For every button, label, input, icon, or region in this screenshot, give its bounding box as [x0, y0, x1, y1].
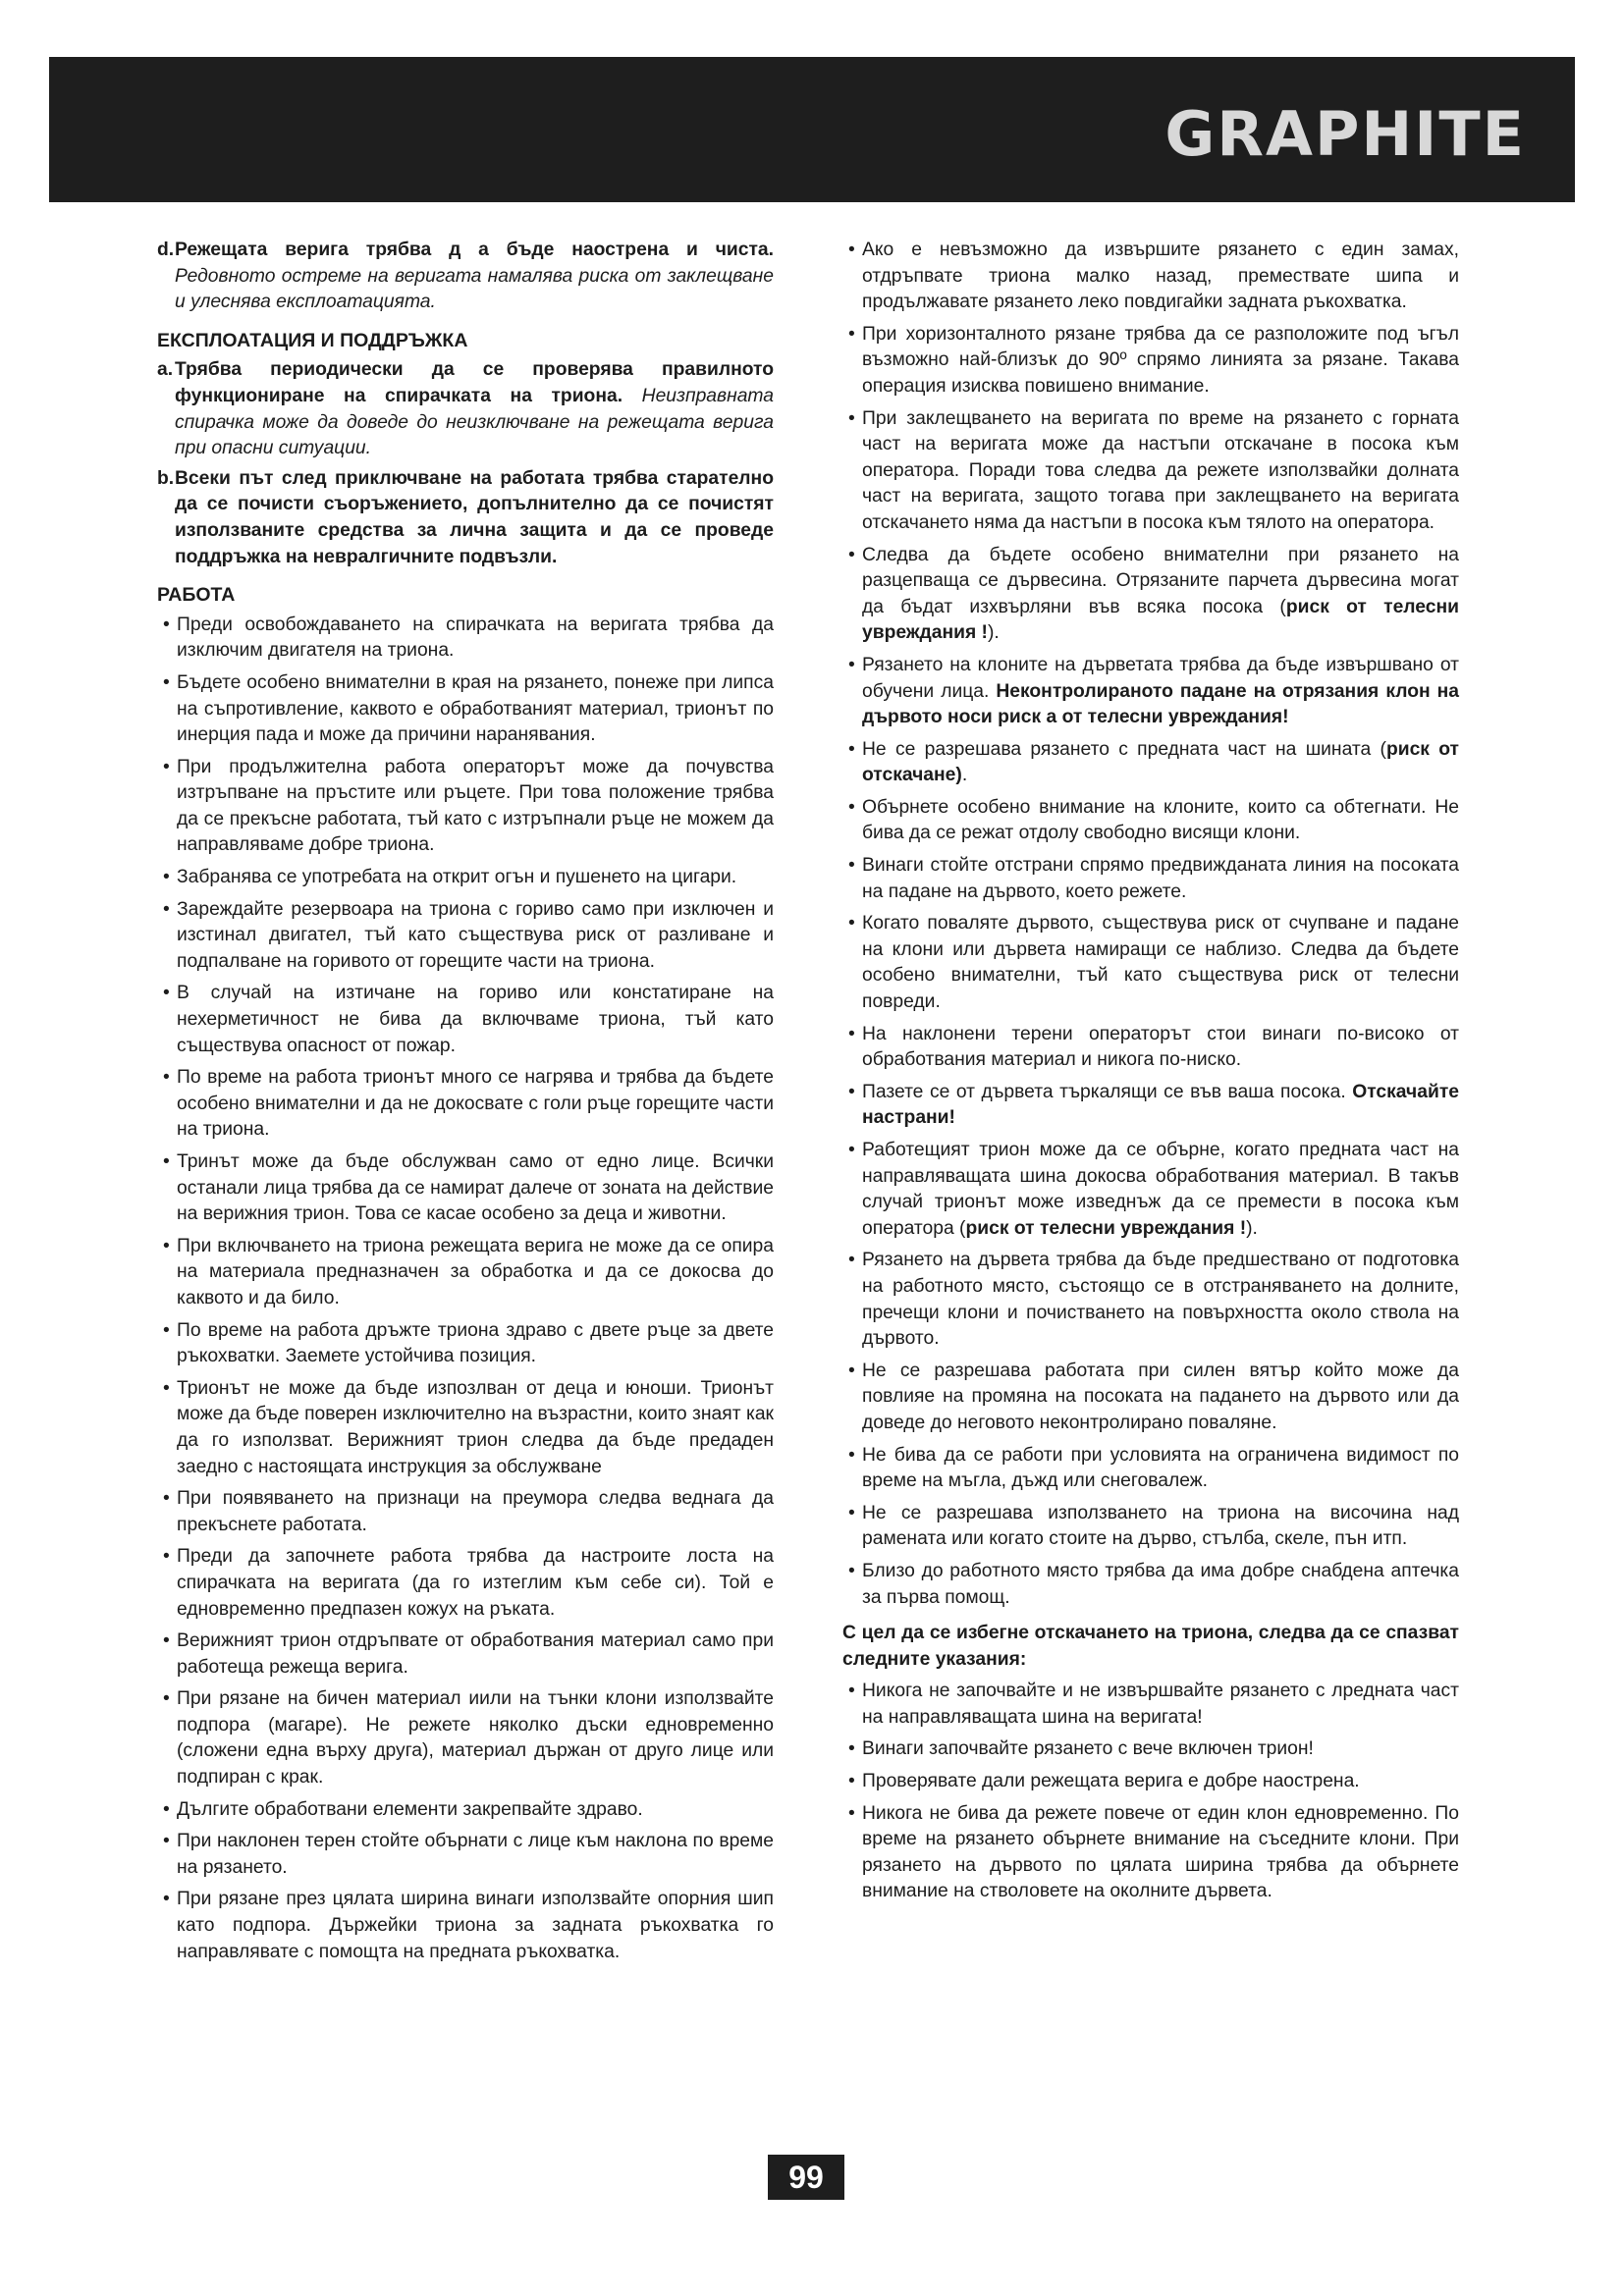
bullet-dot: •: [848, 1023, 855, 1044]
right-column: [842, 238, 1459, 1911]
bullet-dot: •: [163, 1377, 170, 1399]
bullet-dot: •: [163, 1151, 170, 1172]
bullet-dot: •: [848, 323, 855, 345]
bullet-dot: •: [848, 1802, 855, 1824]
safety-bullet: • При заклещването на веригата по време на рязането с горната част на веригата може да настъпи отскачане в посока към оператора. Поради това следва да режете използвайки долната част на веригата, защото тогава при заклещването на веригата отскачането няма да настъпи в посока към тялото на оператора.: [842, 406, 1459, 537]
list-item-d: [157, 238, 774, 316]
work-bullet: • Зареждайте резервоара на триона с гориво само при изключен и изстинал двигател, тъй като съществува риск от разливане и подпалване на горивото от горещите части на триона.: [157, 897, 774, 976]
work-bullet: • При рязане на бичен материал иили на тънки клони използвайте подпора (магаре). Не режете няколко дъски едновременно (сложени една върху друга), материал държан от друго лице или подпиран с крак.: [157, 1686, 774, 1790]
safety-bullet: • Пазете се от дървета търкалящи се във ваша посока. Отскачайте настрани!: [842, 1080, 1459, 1132]
bullet-dot: •: [163, 671, 170, 693]
bullet-dot: •: [163, 898, 170, 920]
list-item-a: [157, 357, 774, 461]
safety-bullet: • Следва да бъдете особено внимателни при рязането на разцепваща се дървесина. Отрязаните парчета дървесина могат да бъдат изхвърляни във всяка посока (риск от телесни увреждания !).: [842, 543, 1459, 647]
bullet-dot: •: [163, 983, 170, 1004]
item-b-bold: Всеки път след приключване на работата трябва старателно да се почисти съоръжението, допълнително да се почистят използваните средства за лична защита и да се проведе поддръжка на невралгичните подвъзли.: [175, 467, 774, 567]
bullet-dot: •: [163, 1546, 170, 1568]
bullet-dot: •: [848, 240, 855, 260]
work-bullet: • Трионът не може да бъде изпозлван от деца и юноши. Трионът може да бъде поверен изключително на възрастни, които знаят как да го използват. Верижният трион следва да бъде предаден заедно с настоящата инструкция за обслужване: [157, 1376, 774, 1480]
bullet-dot: •: [163, 867, 170, 888]
kickback-bullet: • Проверявате дали режещата верига е добре наострена.: [842, 1769, 1459, 1795]
bullet-dot: •: [163, 614, 170, 635]
safety-bullet: • Ако е невъзможно да извършите рязането с един замах, отдръпвате триона малко назад, премествате шипа и продължавате рязането леко повдигайки задната ръкохватка.: [842, 238, 1459, 316]
work-bullet: • Тринът може да бъде обслужван само от едно лице. Всички останали лица трябва да се намират далече от зоната на действие на верижния трион. Това се касае особено за деца и животни.: [157, 1149, 774, 1228]
bullet-dot: •: [848, 1444, 855, 1466]
bullet-dot: •: [163, 1067, 170, 1089]
safety-bullet: • Когато поваляте дървото, съществува риск от счупване и падане на клони или дървета намиращи се наблизо. Следва да бъдете особено внимателни, тъй като съществува риск от телесни повреди.: [842, 911, 1459, 1015]
bullet-dot: •: [848, 913, 855, 934]
work-bullet: • При появяването на признаци на преумора следва веднага да прекъснете работата.: [157, 1486, 774, 1538]
work-bullet: • Дългите обработвани елементи закрепвайте здраво.: [157, 1797, 774, 1824]
safety-bullet: • Рязането на клоните на дърветата трябва да бъде извършвано от обучени лица. Неконтролираното падане на отрязания клон на дървото носи риск а от телесни увреждания!: [842, 653, 1459, 731]
kickback-bullet: • Винаги започвайте рязането с вече включен трион!: [842, 1736, 1459, 1763]
bullet-dot: •: [163, 1798, 170, 1820]
list-marker: a.: [157, 359, 174, 381]
safety-bullet: • Не се разрешава работата при силен вятър който може да повлияе на промяна на посоката на падането на дървото или да доведе до неговото неконтролирано поваляне.: [842, 1359, 1459, 1437]
heading-work: РАБОТА: [157, 584, 236, 607]
bullet-dot: •: [848, 1738, 855, 1760]
bullet-dot: •: [163, 1488, 170, 1510]
kickback-bullet: • Никога не бива да режете повече от един клон едновременно. По време на рязането обърнете внимание на съседните клони. При рязането на дървото по цялата ширина трябва да обърнете внимание на стволовете на околните дървета.: [842, 1801, 1459, 1905]
safety-bullet: • Винаги стойте отстрани спрямо предвижданата линия на посоката на падане на дървото, което режете.: [842, 853, 1459, 905]
bullet-dot: •: [848, 796, 855, 818]
bullet-dot: •: [848, 1140, 855, 1160]
header-bar: [49, 57, 1575, 202]
list-marker: d.: [157, 240, 175, 260]
bullet-dot: •: [163, 1889, 170, 1910]
work-bullet: • Бъдете особено внимателни в края на рязането, понеже при липса на съпротивление, каквото е обработваният материал, трионът по инерция пада и може да причини наранявания.: [157, 670, 774, 749]
safety-bullet: • Близо до работното място трябва да има добре снабдена аптечка за първа помощ.: [842, 1559, 1459, 1611]
bullet-dot: •: [163, 756, 170, 777]
heading-maintenance: ЕКСПЛОАТАЦИЯ И ПОДДРЪЖКА: [157, 329, 468, 351]
item-a-italic: Неизправната спирачка може да доведе до неизключване на режещата верига при опасни ситуации.: [175, 385, 774, 459]
bullet-dot: •: [848, 654, 855, 675]
item-d-italic: Редовното остреме на веригата намалява риска от заклещване и улеснява експлоатацията.: [175, 265, 774, 313]
work-bullet: • Верижният трион отдръпвате от обработвания материал само при работеща режеща верига.: [157, 1629, 774, 1681]
bullet-dot: •: [848, 1681, 855, 1702]
bullet-dot: •: [848, 1771, 855, 1792]
list-marker: b.: [157, 467, 175, 489]
brand-logo: GRAPHITE: [1164, 98, 1526, 170]
work-bullet: • При наклонен терен стойте обърнати с лице към наклона по време на рязането.: [157, 1829, 774, 1881]
left-column: [157, 238, 774, 1971]
item-a-bold: Трябва периодически да се проверява правилното функциониране на спирачката на триона.: [175, 359, 774, 406]
work-bullet: • При рязане през цялата ширина винаги използвайте опорния шип като подпора. Държейки триона за задната ръкохватка го направлявате с помощта на предната ръкохватка.: [157, 1887, 774, 1965]
work-bullet: • По време на работа дръжте триона здраво с двете ръце за двете ръкохватки. Заемете устойчива позиция.: [157, 1318, 774, 1370]
item-d-bold: Режещата верига трябва д а бъде наострена и чиста.: [175, 240, 774, 260]
bullet-dot: •: [848, 855, 855, 877]
kickback-bullet: • Никога не започвайте и не извършвайте рязането с лредната част на направляващата шина на веригата!: [842, 1679, 1459, 1731]
bullet-dot: •: [848, 407, 855, 429]
bullet-dot: •: [163, 1319, 170, 1341]
work-bullet: • В случай на изтичане на гориво или констатиране на нехерметичност не бива да включваме триона, тъй като съществува опасност от пожар.: [157, 981, 774, 1059]
bullet-dot: •: [848, 1502, 855, 1523]
work-bullet: • При продължителна работа операторът може да почувства изтръпване на пръстите или ръцете. При това положение трябва да се прекъсне работата, тъй като с изтръпнали ръце не можем да направляваме добре триона.: [157, 755, 774, 859]
bullet-dot: •: [163, 1630, 170, 1652]
page-number: 99: [768, 2155, 844, 2200]
safety-bullet: • Не се разрешава използването на триона на височина над рамената или когато стоите на дърво, стълба, скеле, пън итп.: [842, 1501, 1459, 1553]
work-bullet: • Преди освобождаването на спирачката на веригата трябва да изключим двигателя на триона.: [157, 613, 774, 665]
safety-bullet: • Не бива да се работи при условията на ограничена видимост по време на мъгла, дъжд или снеговалеж.: [842, 1443, 1459, 1495]
safety-bullet: • Обърнете особено внимание на клоните, които са обтегнати. Не бива да се режат отдолу свободно висящи клони.: [842, 795, 1459, 847]
safety-bullet: • Работещият трион може да се обърне, когато предната част на направляващата шина докосва обработвания материал. В такъв случай трионът може изведнъж да се премести в посока към оператора (риск от телесни увреждания !).: [842, 1138, 1459, 1242]
work-bullet: • При включването на триона режещата верига не може да се опира на материала предназначен за обработка и да се докосва до каквото и да било.: [157, 1234, 774, 1312]
safety-bullet: • Рязането на дървета трябва да бъде предшествано от подготовка на работното място, състоящо се в отстраняването на долните, пречещи клони и почистването на повърхността около ствола на дървото.: [842, 1248, 1459, 1352]
work-bullet: • Забранява се употребата на открит огън и пушенето на цигари.: [157, 865, 774, 891]
bullet-dot: •: [163, 1831, 170, 1852]
safety-bullet: • На наклонени терени операторът стои винаги по-високо от обработвания материал и никога по-ниско.: [842, 1022, 1459, 1074]
safety-bullet: • Не се разрешава рязането с предната част на шината (риск от отскачане).: [842, 737, 1459, 789]
kickback-heading: С цел да се избегне отскачането на триона, следва да се спазват следните указания:: [842, 1623, 1459, 1670]
bullet-dot: •: [848, 544, 855, 565]
bullet-dot: •: [163, 1688, 170, 1710]
bullet-dot: •: [848, 1360, 855, 1381]
bullet-dot: •: [848, 1560, 855, 1581]
list-item-b: [157, 466, 774, 570]
bullet-dot: •: [848, 738, 855, 760]
safety-bullet: • При хоризонталното рязане трябва да се разположите под ъгъл възможно най-близък до 90º спрямо линията за рязане. Такава операция изисква повишено внимание.: [842, 322, 1459, 400]
work-bullet: • Преди да започнете работа трябва да настроите лоста на спирачката на веригата (да го изтеглим към себе си). Той е едновременно предпазен кожух на ръката.: [157, 1544, 774, 1623]
bullet-dot: •: [848, 1250, 855, 1271]
work-bullet: • По време на работа трионът много се нагрява и трябва да бъдете особено внимателни и да не докосвате с голи ръце горещите части на триона.: [157, 1065, 774, 1144]
bullet-dot: •: [848, 1081, 855, 1102]
bullet-dot: •: [163, 1235, 170, 1256]
